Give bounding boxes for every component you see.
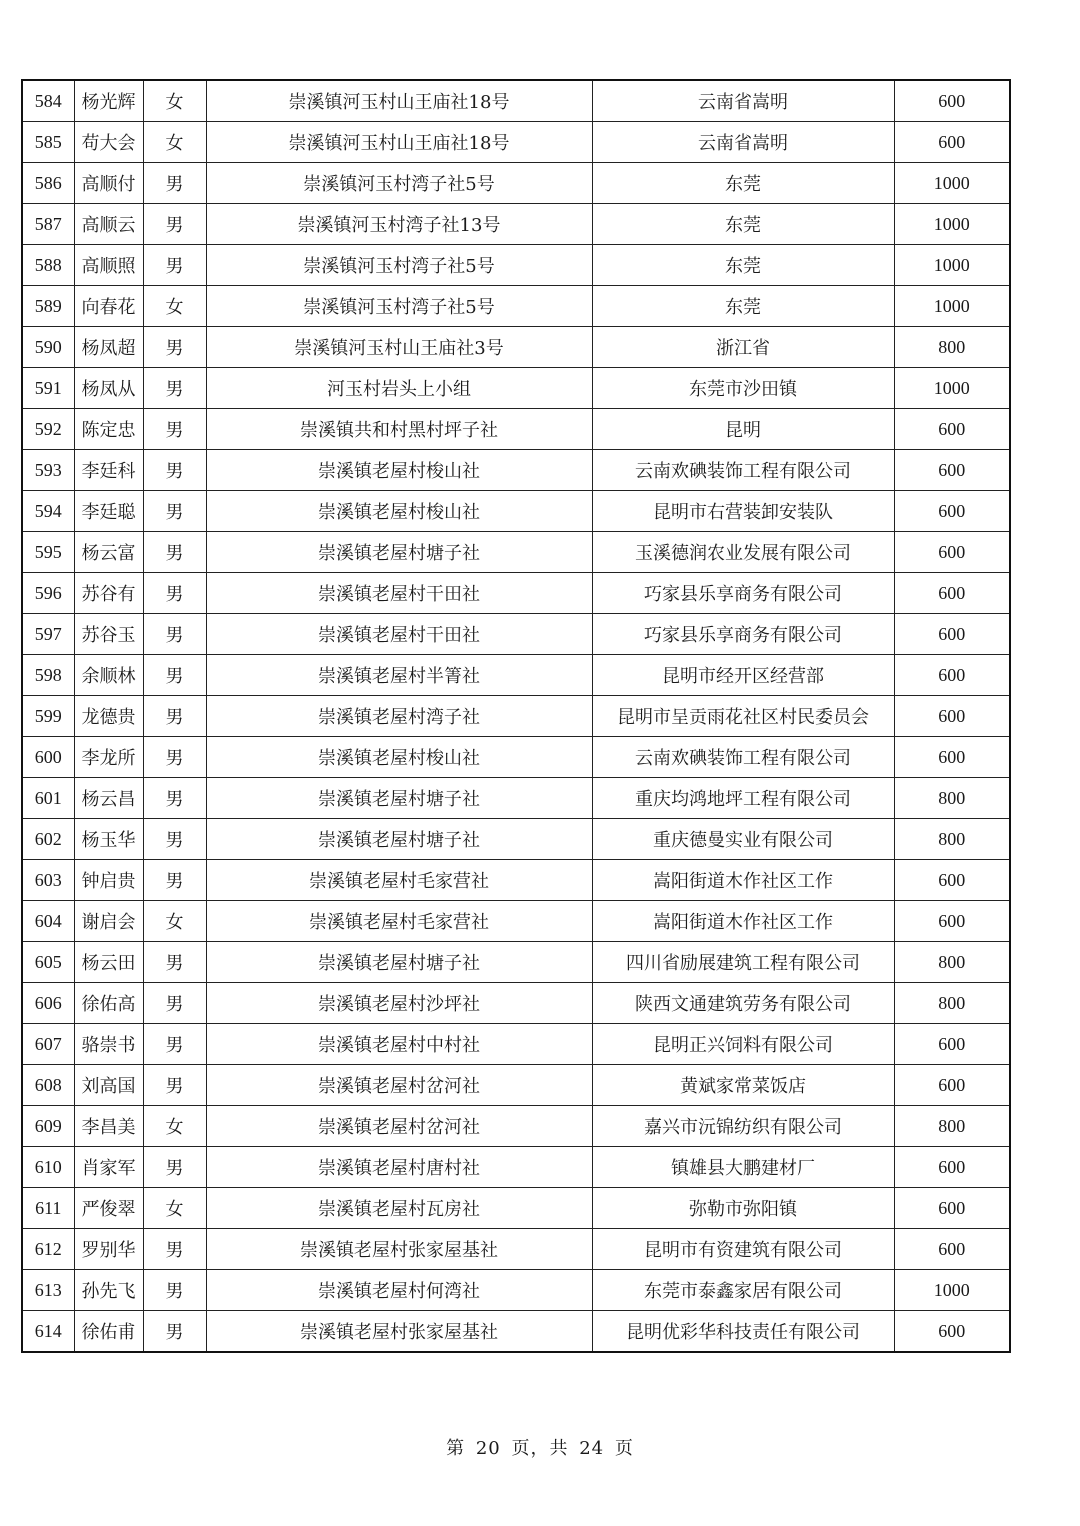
gender-cell: 男 — [143, 532, 206, 573]
table-row — [22, 573, 1010, 614]
home-address-cell: 崇溪镇老屋村干田社 — [206, 614, 592, 655]
row-number-cell: 608 — [22, 1065, 74, 1106]
amount-cell: 1000 — [894, 368, 1010, 409]
home-address-cell: 崇溪镇老屋村塘子社 — [206, 532, 592, 573]
row-number-cell: 603 — [22, 860, 74, 901]
table-row — [22, 1024, 1010, 1065]
amount-cell: 600 — [894, 1065, 1010, 1106]
gender-cell: 男 — [143, 1229, 206, 1270]
amount-cell: 600 — [894, 1188, 1010, 1229]
table-row — [22, 983, 1010, 1024]
table-row — [22, 614, 1010, 655]
person-name-cell: 肖家军 — [74, 1147, 143, 1188]
home-address-cell: 崇溪镇老屋村梭山社 — [206, 737, 592, 778]
table-row — [22, 532, 1010, 573]
amount-cell: 600 — [894, 1311, 1010, 1353]
workplace-cell: 昆明市有资建筑有限公司 — [592, 1229, 894, 1270]
home-address-cell: 崇溪镇老屋村塘子社 — [206, 819, 592, 860]
row-number-cell: 604 — [22, 901, 74, 942]
person-name-cell: 李廷科 — [74, 450, 143, 491]
row-number-cell: 598 — [22, 655, 74, 696]
table-row — [22, 819, 1010, 860]
person-name-cell: 严俊翠 — [74, 1188, 143, 1229]
gender-cell: 男 — [143, 737, 206, 778]
amount-cell: 600 — [894, 1024, 1010, 1065]
amount-cell: 600 — [894, 491, 1010, 532]
row-number-cell: 612 — [22, 1229, 74, 1270]
person-name-cell: 龙德贵 — [74, 696, 143, 737]
amount-cell: 600 — [894, 532, 1010, 573]
person-name-cell: 罗别华 — [74, 1229, 143, 1270]
gender-cell: 男 — [143, 1147, 206, 1188]
gender-cell: 男 — [143, 573, 206, 614]
table-row — [22, 1106, 1010, 1147]
home-address-cell: 崇溪镇老屋村沙坪社 — [206, 983, 592, 1024]
table-row — [22, 655, 1010, 696]
workplace-cell: 东莞市泰鑫家居有限公司 — [592, 1270, 894, 1311]
home-address-cell: 崇溪镇老屋村唐村社 — [206, 1147, 592, 1188]
workplace-cell: 昆明正兴饲料有限公司 — [592, 1024, 894, 1065]
home-address-cell: 崇溪镇老屋村半箐社 — [206, 655, 592, 696]
row-number-cell: 592 — [22, 409, 74, 450]
person-name-cell: 杨玉华 — [74, 819, 143, 860]
workplace-cell: 巧家县乐享商务有限公司 — [592, 614, 894, 655]
workplace-cell: 昆明市呈贡雨花社区村民委员会 — [592, 696, 894, 737]
person-name-cell: 杨云富 — [74, 532, 143, 573]
row-number-cell: 593 — [22, 450, 74, 491]
home-address-cell: 崇溪镇河玉村湾子社5号 — [206, 163, 592, 204]
row-number-cell: 611 — [22, 1188, 74, 1229]
gender-cell: 男 — [143, 614, 206, 655]
row-number-cell: 610 — [22, 1147, 74, 1188]
footer-current-page: 20 — [475, 1438, 501, 1459]
footer-mid: 页，共 — [511, 1438, 569, 1459]
row-number-cell: 602 — [22, 819, 74, 860]
person-name-cell: 向春花 — [74, 286, 143, 327]
person-name-cell: 李昌美 — [74, 1106, 143, 1147]
gender-cell: 女 — [143, 1188, 206, 1229]
home-address-cell: 崇溪镇老屋村岔河社 — [206, 1065, 592, 1106]
home-address-cell: 崇溪镇老屋村梭山社 — [206, 450, 592, 491]
workplace-cell: 云南欢碘装饰工程有限公司 — [592, 450, 894, 491]
workplace-cell: 云南欢碘装饰工程有限公司 — [592, 737, 894, 778]
amount-cell: 1000 — [894, 204, 1010, 245]
amount-cell: 600 — [894, 655, 1010, 696]
amount-cell: 800 — [894, 983, 1010, 1024]
gender-cell: 男 — [143, 450, 206, 491]
amount-cell: 600 — [894, 80, 1010, 122]
workplace-cell: 镇雄县大鹏建材厂 — [592, 1147, 894, 1188]
workplace-cell: 嵩阳街道木作社区工作 — [592, 901, 894, 942]
gender-cell: 男 — [143, 491, 206, 532]
workplace-cell: 重庆均鸿地坪工程有限公司 — [592, 778, 894, 819]
table-row — [22, 368, 1010, 409]
person-name-cell: 杨云昌 — [74, 778, 143, 819]
gender-cell: 男 — [143, 1270, 206, 1311]
person-name-cell: 杨凤超 — [74, 327, 143, 368]
gender-cell: 男 — [143, 409, 206, 450]
amount-cell: 1000 — [894, 245, 1010, 286]
person-name-cell: 李龙所 — [74, 737, 143, 778]
row-number-cell: 586 — [22, 163, 74, 204]
table-row — [22, 1311, 1010, 1353]
footer-total-pages: 24 — [579, 1438, 605, 1459]
workplace-cell: 东莞 — [592, 163, 894, 204]
workplace-cell: 四川省励展建筑工程有限公司 — [592, 942, 894, 983]
table-row — [22, 696, 1010, 737]
row-number-cell: 613 — [22, 1270, 74, 1311]
table-row — [22, 327, 1010, 368]
table-row — [22, 409, 1010, 450]
person-name-cell: 高顺付 — [74, 163, 143, 204]
amount-cell: 600 — [894, 1147, 1010, 1188]
table-row — [22, 1229, 1010, 1270]
home-address-cell: 崇溪镇共和村黑村坪子社 — [206, 409, 592, 450]
home-address-cell: 崇溪镇河玉村山王庙社18号 — [206, 122, 592, 163]
table-row — [22, 737, 1010, 778]
gender-cell: 男 — [143, 819, 206, 860]
workplace-cell: 浙江省 — [592, 327, 894, 368]
row-number-cell: 597 — [22, 614, 74, 655]
footer-prefix: 第 — [446, 1438, 466, 1459]
gender-cell: 男 — [143, 942, 206, 983]
workplace-cell: 云南省嵩明 — [592, 122, 894, 163]
workplace-cell: 嘉兴市沅锦纺织有限公司 — [592, 1106, 894, 1147]
person-name-cell: 李廷聪 — [74, 491, 143, 532]
workplace-cell: 陕西文通建筑劳务有限公司 — [592, 983, 894, 1024]
gender-cell: 男 — [143, 983, 206, 1024]
gender-cell: 男 — [143, 860, 206, 901]
person-name-cell: 刘高国 — [74, 1065, 143, 1106]
gender-cell: 男 — [143, 368, 206, 409]
amount-cell: 800 — [894, 942, 1010, 983]
gender-cell: 男 — [143, 1065, 206, 1106]
person-name-cell: 杨云田 — [74, 942, 143, 983]
workplace-cell: 昆明市右营装卸安装队 — [592, 491, 894, 532]
home-address-cell: 崇溪镇老屋村中村社 — [206, 1024, 592, 1065]
row-number-cell: 605 — [22, 942, 74, 983]
home-address-cell: 崇溪镇老屋村何湾社 — [206, 1270, 592, 1311]
workplace-cell: 东莞 — [592, 204, 894, 245]
amount-cell: 800 — [894, 819, 1010, 860]
table-row — [22, 942, 1010, 983]
amount-cell: 600 — [894, 1229, 1010, 1270]
amount-cell: 600 — [894, 901, 1010, 942]
home-address-cell: 崇溪镇老屋村塘子社 — [206, 942, 592, 983]
gender-cell: 男 — [143, 245, 206, 286]
home-address-cell: 崇溪镇老屋村瓦房社 — [206, 1188, 592, 1229]
amount-cell: 1000 — [894, 286, 1010, 327]
amount-cell: 1000 — [894, 1270, 1010, 1311]
home-address-cell: 崇溪镇河玉村山王庙社3号 — [206, 327, 592, 368]
row-number-cell: 600 — [22, 737, 74, 778]
roster-body — [22, 80, 1010, 1352]
table-row — [22, 163, 1010, 204]
workplace-cell: 东莞 — [592, 245, 894, 286]
workplace-cell: 黄斌家常菜饭店 — [592, 1065, 894, 1106]
amount-cell: 600 — [894, 409, 1010, 450]
row-number-cell: 599 — [22, 696, 74, 737]
gender-cell: 女 — [143, 901, 206, 942]
workplace-cell: 云南省嵩明 — [592, 80, 894, 122]
table-row — [22, 1270, 1010, 1311]
table-row — [22, 122, 1010, 163]
row-number-cell: 614 — [22, 1311, 74, 1353]
home-address-cell: 崇溪镇河玉村湾子社5号 — [206, 286, 592, 327]
row-number-cell: 609 — [22, 1106, 74, 1147]
table-row — [22, 204, 1010, 245]
person-name-cell: 苟大会 — [74, 122, 143, 163]
person-name-cell: 骆崇书 — [74, 1024, 143, 1065]
amount-cell: 600 — [894, 860, 1010, 901]
table-row — [22, 1147, 1010, 1188]
gender-cell: 女 — [143, 1106, 206, 1147]
home-address-cell: 崇溪镇老屋村塘子社 — [206, 778, 592, 819]
row-number-cell: 606 — [22, 983, 74, 1024]
gender-cell: 男 — [143, 778, 206, 819]
workplace-cell: 东莞市沙田镇 — [592, 368, 894, 409]
gender-cell: 男 — [143, 696, 206, 737]
amount-cell: 1000 — [894, 163, 1010, 204]
amount-cell: 800 — [894, 1106, 1010, 1147]
home-address-cell: 崇溪镇河玉村湾子社13号 — [206, 204, 592, 245]
table-row — [22, 778, 1010, 819]
gender-cell: 男 — [143, 1024, 206, 1065]
person-name-cell: 徐佑甫 — [74, 1311, 143, 1353]
gender-cell: 女 — [143, 286, 206, 327]
row-number-cell: 607 — [22, 1024, 74, 1065]
row-number-cell: 596 — [22, 573, 74, 614]
table-row — [22, 245, 1010, 286]
gender-cell: 男 — [143, 327, 206, 368]
home-address-cell: 崇溪镇老屋村湾子社 — [206, 696, 592, 737]
table-row — [22, 901, 1010, 942]
person-name-cell: 徐佑高 — [74, 983, 143, 1024]
amount-cell: 600 — [894, 614, 1010, 655]
row-number-cell: 587 — [22, 204, 74, 245]
home-address-cell: 崇溪镇河玉村山王庙社18号 — [206, 80, 592, 122]
gender-cell: 男 — [143, 204, 206, 245]
row-number-cell: 589 — [22, 286, 74, 327]
home-address-cell: 崇溪镇老屋村张家屋基社 — [206, 1311, 592, 1353]
amount-cell: 600 — [894, 696, 1010, 737]
home-address-cell: 崇溪镇老屋村干田社 — [206, 573, 592, 614]
person-name-cell: 谢启会 — [74, 901, 143, 942]
workplace-cell: 巧家县乐享商务有限公司 — [592, 573, 894, 614]
amount-cell: 800 — [894, 327, 1010, 368]
person-name-cell: 钟启贵 — [74, 860, 143, 901]
table-row — [22, 286, 1010, 327]
row-number-cell: 595 — [22, 532, 74, 573]
gender-cell: 女 — [143, 122, 206, 163]
person-name-cell: 杨凤从 — [74, 368, 143, 409]
row-number-cell: 584 — [22, 80, 74, 122]
workplace-cell: 昆明 — [592, 409, 894, 450]
person-name-cell: 苏谷有 — [74, 573, 143, 614]
person-name-cell: 陈定忠 — [74, 409, 143, 450]
workplace-cell: 玉溪德润农业发展有限公司 — [592, 532, 894, 573]
gender-cell: 男 — [143, 1311, 206, 1353]
workplace-cell: 嵩阳街道木作社区工作 — [592, 860, 894, 901]
table-row — [22, 1065, 1010, 1106]
page-footer — [0, 1434, 1080, 1460]
amount-cell: 600 — [894, 573, 1010, 614]
home-address-cell: 崇溪镇老屋村张家屋基社 — [206, 1229, 592, 1270]
table-row — [22, 491, 1010, 532]
home-address-cell: 崇溪镇老屋村岔河社 — [206, 1106, 592, 1147]
workplace-cell: 东莞 — [592, 286, 894, 327]
home-address-cell: 崇溪镇老屋村梭山社 — [206, 491, 592, 532]
person-name-cell: 高顺云 — [74, 204, 143, 245]
footer-suffix: 页 — [614, 1438, 634, 1459]
person-name-cell: 杨光辉 — [74, 80, 143, 122]
gender-cell: 女 — [143, 80, 206, 122]
workplace-cell: 弥勒市弥阳镇 — [592, 1188, 894, 1229]
row-number-cell: 601 — [22, 778, 74, 819]
workplace-cell: 昆明优彩华科技责任有限公司 — [592, 1311, 894, 1353]
gender-cell: 男 — [143, 655, 206, 696]
home-address-cell: 河玉村岩头上小组 — [206, 368, 592, 409]
table-row — [22, 80, 1010, 122]
amount-cell: 600 — [894, 450, 1010, 491]
amount-cell: 800 — [894, 778, 1010, 819]
person-name-cell: 孙先飞 — [74, 1270, 143, 1311]
home-address-cell: 崇溪镇老屋村毛家营社 — [206, 860, 592, 901]
person-name-cell: 余顺林 — [74, 655, 143, 696]
row-number-cell: 591 — [22, 368, 74, 409]
roster-table — [21, 79, 1011, 1353]
gender-cell: 男 — [143, 163, 206, 204]
amount-cell: 600 — [894, 737, 1010, 778]
row-number-cell: 588 — [22, 245, 74, 286]
table-row — [22, 860, 1010, 901]
person-name-cell: 苏谷玉 — [74, 614, 143, 655]
row-number-cell: 590 — [22, 327, 74, 368]
home-address-cell: 崇溪镇老屋村毛家营社 — [206, 901, 592, 942]
person-name-cell: 高顺照 — [74, 245, 143, 286]
row-number-cell: 594 — [22, 491, 74, 532]
home-address-cell: 崇溪镇河玉村湾子社5号 — [206, 245, 592, 286]
amount-cell: 600 — [894, 122, 1010, 163]
workplace-cell: 重庆德曼实业有限公司 — [592, 819, 894, 860]
workplace-cell: 昆明市经开区经营部 — [592, 655, 894, 696]
row-number-cell: 585 — [22, 122, 74, 163]
table-row — [22, 1188, 1010, 1229]
table-row — [22, 450, 1010, 491]
